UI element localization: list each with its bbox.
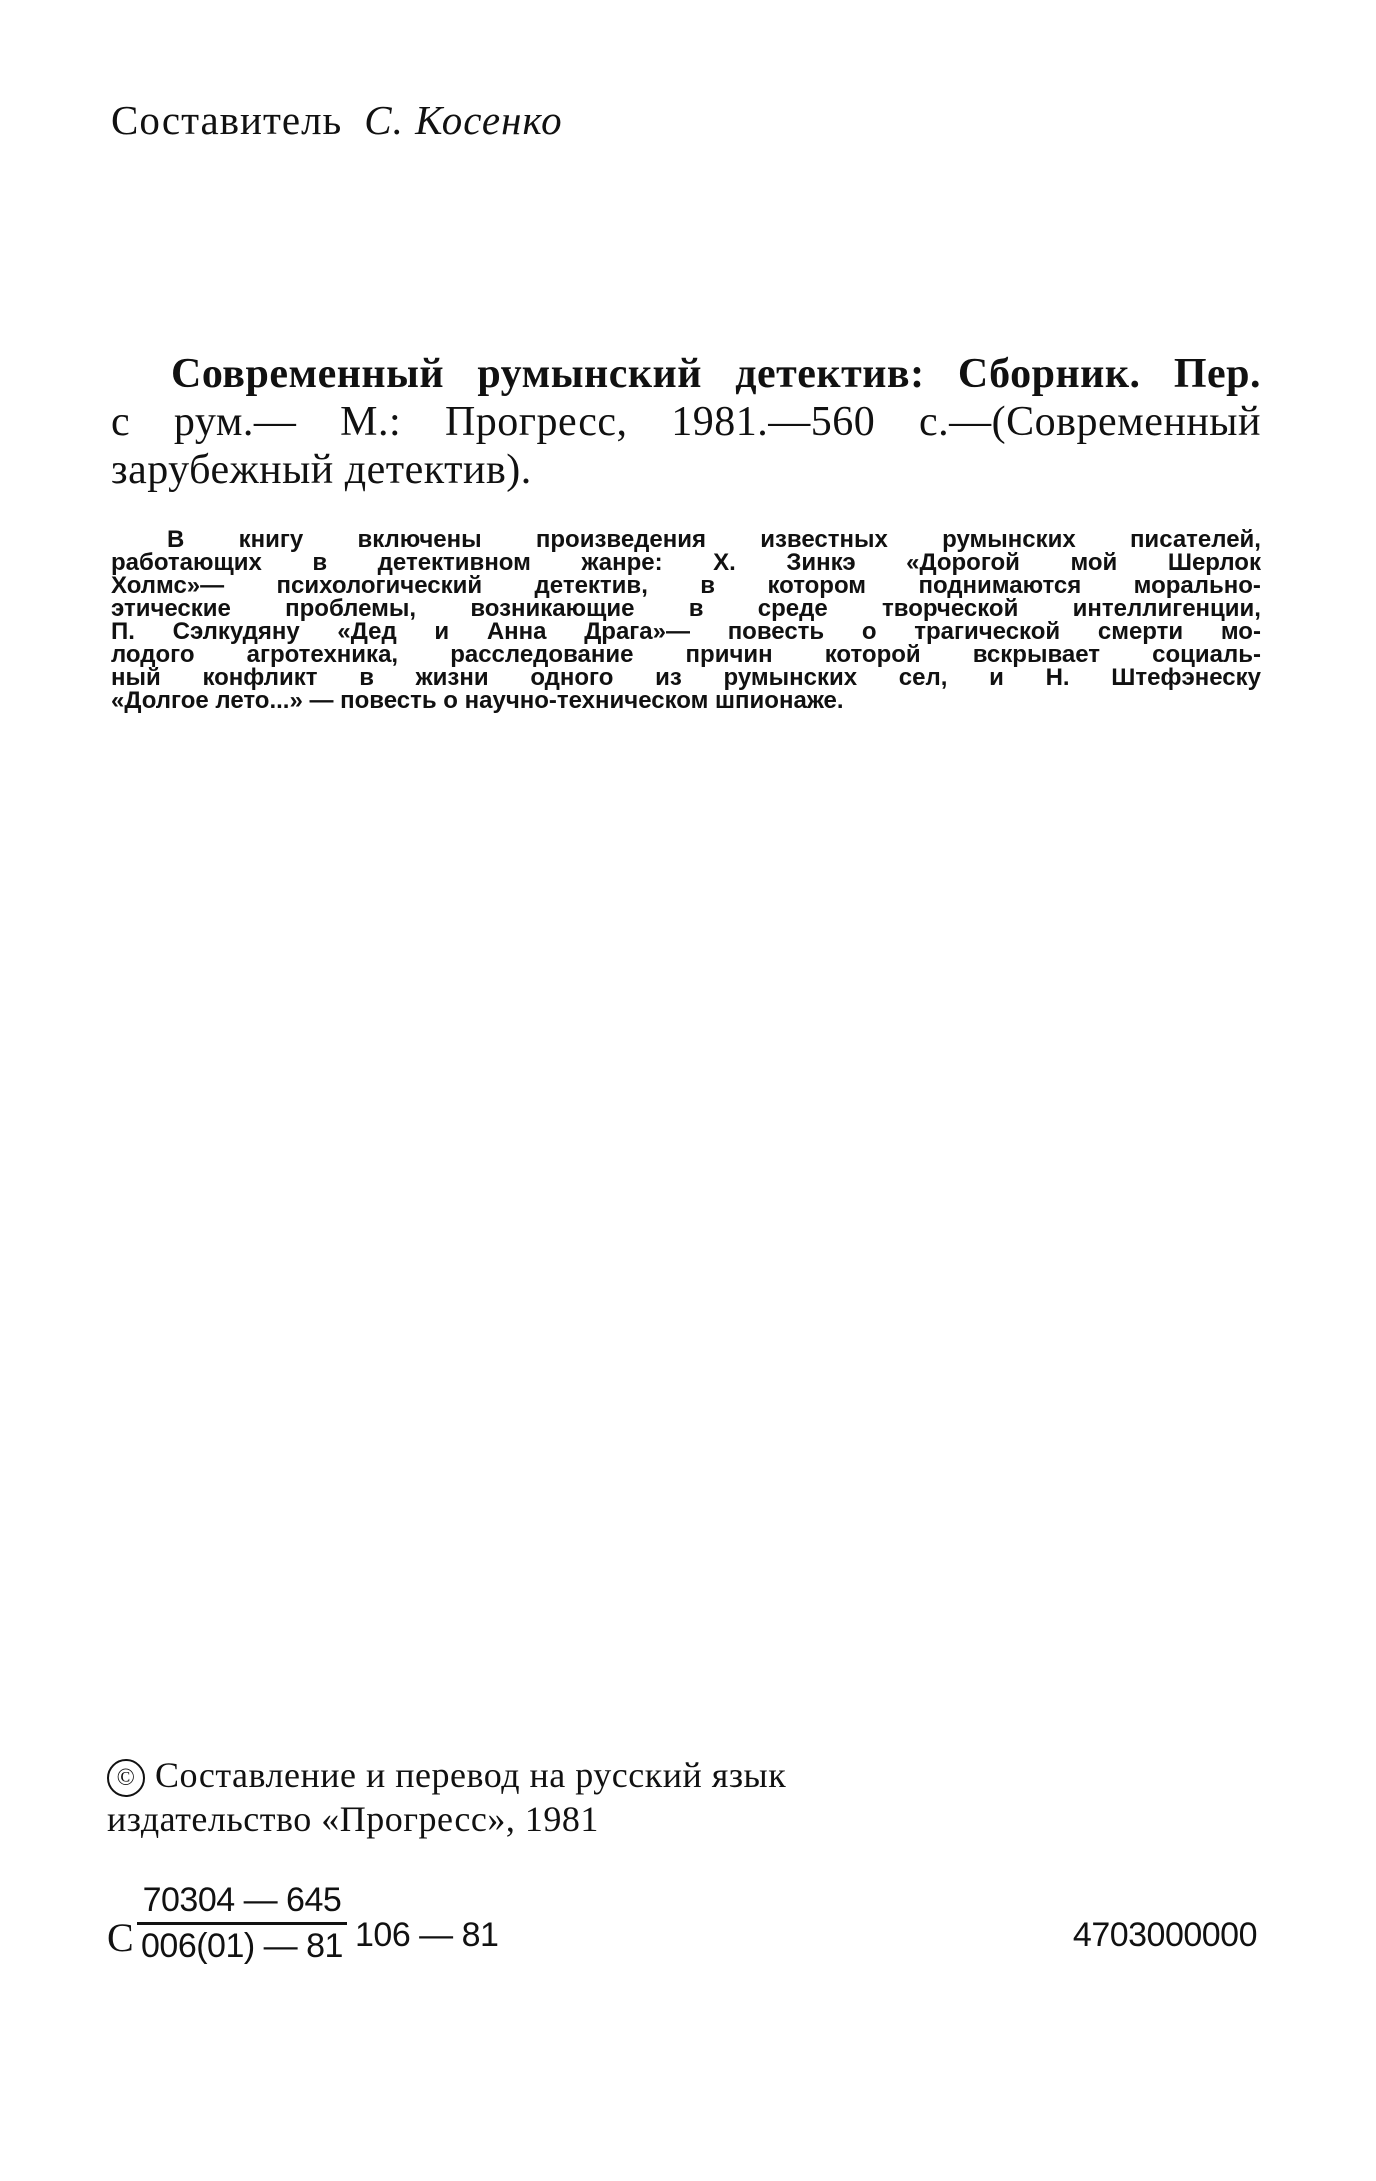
annotation-word: поднимаются (918, 572, 1082, 599)
annotation-word: повесть (727, 618, 825, 645)
annotation-line (111, 597, 1261, 620)
annotation-word: творческой (882, 595, 1019, 622)
annotation-word: «Дед (337, 618, 397, 645)
bib-line-1-word: Современный (171, 351, 445, 397)
annotation-word: вскрывает (972, 641, 1101, 668)
annotation-word: произведения (535, 526, 706, 553)
annotation-word: «Дорогой (906, 549, 1020, 576)
annotation-word: Штефэнеску (1111, 664, 1261, 691)
bib-line-2-word: с.—(Современный (919, 399, 1261, 445)
annotation-word: В (167, 526, 185, 553)
compiler-label: Составитель (111, 97, 343, 143)
annotation-word: возникающие (470, 595, 635, 622)
annotation-word: расследование (450, 641, 634, 668)
copyright-text-1: Составление и перевод на русский язык (155, 1755, 787, 1795)
annotation-word: морально- (1133, 572, 1261, 599)
annotation-word: жизни (415, 664, 489, 691)
bib-line-2-word: 1981.—560 (671, 399, 876, 445)
index-numerator: 70304 — 645 (137, 1880, 347, 1925)
annotation-word: конфликт (202, 664, 318, 691)
bib-line-2-word: с (111, 399, 131, 445)
annotation-word: включены (357, 526, 482, 553)
bibliographic-description (111, 350, 1261, 494)
compiler-line (111, 96, 563, 144)
index-letter: С (107, 1915, 134, 1960)
annotation-word: проблемы, (285, 595, 417, 622)
copyright-icon: © (107, 1759, 145, 1797)
annotation-word: из (655, 664, 682, 691)
annotation-word: П. (111, 618, 135, 645)
annotation-line (111, 551, 1261, 574)
index-code: 4703000000 (1072, 1916, 1257, 1954)
annotation-word: одного (530, 664, 614, 691)
bib-line-1-word: румынский (477, 351, 702, 397)
annotation-word: сел, (898, 664, 948, 691)
annotation-word: жанре: (581, 549, 663, 576)
annotation-word: румынских (942, 526, 1076, 553)
annotation-line (111, 528, 1261, 551)
annotation-word: Шерлок (1167, 549, 1261, 576)
annotation-word: детектив, (534, 572, 648, 599)
annotation-word: в (359, 664, 374, 691)
annotation-word: в (688, 595, 704, 622)
annotation-word: Н. (1045, 664, 1070, 691)
annotation-word: Холмс»— (111, 572, 225, 599)
index-tail: 106 — 81 (355, 1916, 499, 1954)
copyright-block (107, 1753, 1007, 1841)
copyright-line-1 (107, 1753, 1007, 1797)
annotation-word: в (312, 549, 328, 576)
annotation-line (111, 620, 1261, 643)
bib-line-3 (111, 446, 1261, 494)
annotation-word: Сэлкудяну (172, 618, 300, 645)
annotation-word: агротехника, (246, 641, 399, 668)
annotation-word: и (989, 664, 1004, 691)
bib-line-2-word: рум.— (173, 399, 297, 445)
compiler-name: С. Косенко (364, 97, 563, 143)
annotation-word: среде (757, 595, 828, 622)
bib-line-3-text: зарубежный детектив). (111, 447, 532, 493)
annotation-word: этические (111, 595, 231, 622)
annotation-line (111, 666, 1261, 689)
annotation-line (111, 689, 1261, 712)
bib-line-2-word: Прогресс, (444, 399, 628, 445)
annotation-word: смерти (1097, 618, 1184, 645)
annotation-word: Анна (486, 618, 547, 645)
annotation-word: которой (824, 641, 921, 668)
annotation-word: работающих (111, 549, 262, 576)
annotation-word: причин (685, 641, 773, 668)
bib-line-2 (111, 398, 1261, 446)
annotation-word: известных (760, 526, 888, 553)
bib-line-1-word: Сборник. (957, 351, 1141, 397)
bib-line-1-word: Пер. (1173, 351, 1261, 397)
annotation-word: Драга»— (584, 618, 690, 645)
annotation-word: «Долгое лето...» — повесть о научно-техническом шпионаже. (111, 687, 844, 714)
annotation-word: Х. (713, 549, 736, 576)
annotation-word: мой (1070, 549, 1118, 576)
annotation-paragraph (111, 528, 1261, 712)
annotation-word: книгу (238, 526, 304, 553)
annotation-word: в (700, 572, 716, 599)
annotation-word: трагической (914, 618, 1061, 645)
annotation-word: котором (767, 572, 867, 599)
annotation-word: интеллигенции, (1072, 595, 1261, 622)
annotation-line (111, 643, 1261, 666)
annotation-word: о (861, 618, 877, 645)
annotation-word: и (434, 618, 450, 645)
bib-line-2-word: М.: (340, 399, 402, 445)
index-denominator: 006(01) — 81 (141, 1927, 343, 1965)
annotation-line (111, 574, 1261, 597)
bib-line-1 (111, 350, 1261, 398)
annotation-word: социаль- (1152, 641, 1261, 668)
annotation-word: психологический (276, 572, 483, 599)
annotation-word: детективном (377, 549, 531, 576)
annotation-word: румынских (723, 664, 858, 691)
annotation-word: ный (111, 664, 161, 691)
copyright-line-2 (107, 1797, 1007, 1841)
annotation-word: писателей, (1129, 526, 1261, 553)
copyright-text-2: издательство «Прогресс», 1981 (107, 1799, 599, 1839)
annotation-word: Зинкэ (786, 549, 856, 576)
annotation-word: лодого (111, 641, 195, 668)
publication-index (107, 1880, 1257, 1990)
annotation-word: мо- (1220, 618, 1261, 645)
index-fraction (137, 1880, 347, 1967)
bib-line-1-word: детектив: (735, 351, 925, 397)
